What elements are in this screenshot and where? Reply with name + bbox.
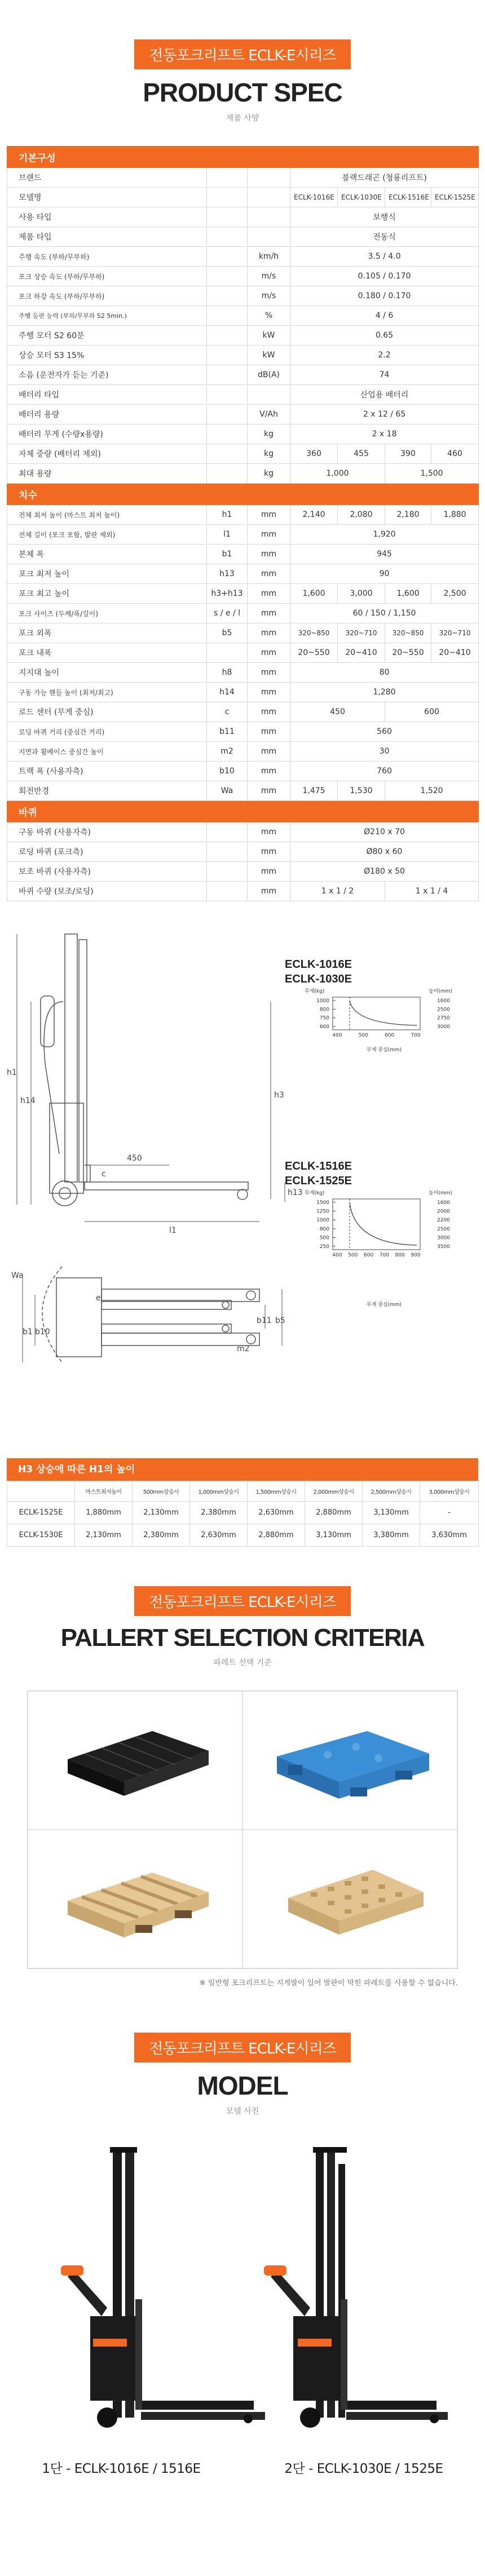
dim-label-h3: h3: [274, 1091, 284, 1100]
h3-row: ECLK-1530E 2,130mm 2,380mm 2,630mm 2,880mm 3,130mm 3,380mm 3,630mm: [7, 1524, 479, 1547]
pallet-wood: [28, 1830, 242, 1968]
table-row: 바퀴 수량 (보조/로딩) mm 1 x 1 / 2 1 x 1 / 4: [7, 882, 479, 901]
dimension-diagrams: [0, 917, 485, 1458]
caption-single-stage: 1단 - ECLK-1016E / 1516E: [42, 2462, 201, 2476]
table-row: 소음 (운전자가 듣는 기준) dB(A) 74: [7, 365, 479, 385]
dim-label-b5: b5: [275, 1316, 285, 1325]
h3-header-row: 마스트최저높이 500mm상승시 1,000mm상승시 1,500mm상승시 2,000mm상승시 2,500mm상승시 3,000mm상승시: [7, 1481, 479, 1502]
rtick-label: 1600: [437, 998, 450, 1004]
ytick-label: 600: [319, 1024, 329, 1030]
body-box: [50, 1103, 83, 1193]
table-row: 주행 속도 (부하/무부하) km/h 3.5 / 4.0: [7, 247, 479, 267]
table-row: 로딩 바퀴 (포크측) mm Ø80 x 60: [7, 842, 479, 862]
chart2-rlabel: 높이(mm): [429, 1190, 452, 1196]
xtick-label: 700: [379, 1252, 389, 1258]
load-curve: [350, 1202, 417, 1245]
stacker-2-stage: [264, 2147, 448, 2428]
top-fork-1: [102, 1289, 259, 1302]
rtick-label: 2500: [437, 1226, 450, 1232]
ytick-label: 1500: [316, 1200, 329, 1206]
table-row: 포크 상승 속도 (부하/무부하) m/s 0.105 / 0.170: [7, 267, 479, 286]
chart2-title-b: ECLK-1525E: [285, 1175, 352, 1187]
chart2-title-a: ECLK-1516E: [285, 1160, 352, 1172]
series-tag-2: 전동포크리프트 ECLK-E시리즈: [134, 1586, 351, 1616]
xtick-label: 500: [358, 1033, 368, 1038]
rtick-label: 3500: [437, 1244, 450, 1250]
dimensions-rows: [7, 505, 479, 801]
table-row: 최대 용량 kg 1,000 1,500: [7, 464, 479, 484]
top-view-drawing: [42, 1267, 259, 1362]
model-photos: [0, 2130, 485, 2491]
table-row: 배터리 타입 산업용 배터리: [7, 385, 479, 405]
table-row: 제품 타입 전동식: [7, 227, 479, 247]
series-tag: 전동포크리프트 ECLK-E시리즈: [134, 39, 351, 69]
dim-label-450: 450: [127, 1154, 142, 1163]
rtick-label: 2500: [437, 1007, 450, 1013]
ytick-label: 1000: [316, 998, 329, 1004]
table-row: 전체 최저 높이 (마스트 최저 높이) h1 mm 2,140 2,080 2,180 1,880: [7, 505, 479, 525]
dim-label-c: c: [102, 1170, 106, 1179]
rtick-label: 2200: [437, 1218, 450, 1224]
table-row: 로드 센터 (무게 중심) c mm 450 600: [7, 702, 479, 722]
table-row: 자체 중량 (배터리 제외) kg 360 455 390 460: [7, 444, 479, 464]
dim-label-wa: Wa: [11, 1271, 24, 1280]
page-subtitle: 제품 사양: [226, 114, 259, 123]
category-wheels: 바퀴: [7, 801, 479, 822]
stacker-1-stage: [61, 2147, 265, 2428]
handle-arm: [44, 1002, 63, 1154]
table-row: 주행 등판 능력 (부하/무부하 S2 5min.) % 4 / 6: [7, 306, 479, 326]
page-title: PRODUCT SPEC: [143, 78, 342, 107]
ytick-label: 800: [319, 1226, 329, 1232]
pallet-black-plastic: [28, 1691, 242, 1830]
ytick-label: 250: [319, 1244, 329, 1250]
pallet-tan-image: [243, 1830, 457, 1969]
rtick-label: 3000: [437, 1024, 450, 1030]
h3-row: ECLK-1525E 1,880mm 2,130mm 2,380mm 2,630mm 2,880mm 3,130mm -: [7, 1502, 479, 1524]
table-row: 사용 타입 보행식: [7, 207, 479, 227]
chart2-ylabel: 무게(kg): [305, 1190, 325, 1196]
pallet-wood-plastic: [242, 1830, 457, 1968]
fork-side: [85, 1182, 248, 1190]
pallet-blue-plastic: [242, 1691, 457, 1830]
spec-table-wrap: [7, 146, 478, 901]
xtick-label: 900: [411, 1252, 421, 1258]
pallet-note: ※ 일반형 포크리프트는 지게발이 있어 발판이 막힌 파레트를 사용할 수 없습니다.: [199, 1979, 458, 1988]
dim-label-e: e: [96, 1294, 101, 1303]
dim-label-m2: m2: [237, 1344, 250, 1353]
table-row: 포크 내폭 mm 20~550 20~410 20~550 20~410: [7, 643, 479, 663]
rtick-label: 2750: [437, 1015, 450, 1021]
table-row: 지지대 높이 h8 mm 80: [7, 663, 479, 683]
category-basic: 기본구성: [7, 147, 479, 168]
xtick-label: 600: [364, 1252, 374, 1258]
table-row: 전체 길이 (포크 포함, 발판 제외) l1 mm 1,920: [7, 525, 479, 545]
table-row: 포크 최저 높이 h13 mm 90: [7, 564, 479, 584]
rtick-label: 2000: [437, 1209, 450, 1215]
table-row: 보조 바퀴 (사용자측) mm Ø180 x 50: [7, 862, 479, 882]
mast-outline: [65, 934, 77, 1182]
h3-height-table-wrap: [7, 1458, 478, 1547]
pallet-title: PALLERT SELECTION CRITERIA: [60, 1624, 425, 1652]
model-section-header: [0, 1988, 485, 2117]
table-row: 포크 외폭 b5 mm 320~850 320~710 320~850 320~710: [7, 623, 479, 643]
table-row: 회전반경 Wa mm 1,475 1,530 1,520: [7, 781, 479, 801]
dim-label-b10: b10: [35, 1327, 50, 1336]
table-row: 구동 바퀴 (사용자측) mm Ø210 x 70: [7, 822, 479, 842]
model-title: MODEL: [197, 2071, 288, 2100]
rtick-label: 3000: [437, 1235, 450, 1241]
dim-label-b1: b1: [23, 1327, 33, 1336]
handle-grip: [41, 996, 54, 1047]
series-tag-3: 전동포크리프트 ECLK-E시리즈: [134, 2033, 351, 2062]
wheel-rows: [7, 822, 479, 901]
dimension-lines: [17, 934, 285, 1221]
chart1-rlabel: 높이(mm): [429, 989, 452, 994]
table-row: 포크 사이즈 (두께/폭/길이) s / e / l mm 60 / 150 / 1,150: [7, 604, 479, 623]
table-row: 트랙 폭 (사용자측) b10 mm 760: [7, 762, 479, 781]
ytick-label: 1000: [316, 1218, 329, 1224]
ytick-label: 750: [319, 1015, 329, 1021]
table-row: 배터리 용량 V/Ah 2 x 12 / 65: [7, 405, 479, 424]
pallet-grid: [27, 1690, 458, 1969]
load-wheel: [237, 1189, 248, 1200]
table-row: 로딩 바퀴 거리 (중심간 거리) b11 mm 560: [7, 722, 479, 742]
category-dimensions: 치수: [7, 484, 479, 505]
spec-table: [7, 146, 479, 901]
pallet-blue-image: [243, 1692, 457, 1830]
table-row: 브랜드 블랙드래곤 (청룡리프트): [7, 168, 479, 188]
forklift-diagram-svg: [0, 917, 485, 1458]
top-body: [56, 1278, 102, 1357]
rtick-label: 1600: [437, 1200, 450, 1206]
chart1-title-a: ECLK-1016E: [285, 958, 352, 971]
dim-label-b11: b11: [257, 1316, 272, 1325]
pallet-subtitle: 파레트 선택 기준: [213, 1658, 272, 1667]
load-chart-1: [285, 958, 452, 1053]
table-row: 배터리 무게 (수량x용량) kg 2 x 18: [7, 424, 479, 444]
caption-double-stage: 2단 - ECLK-1030E / 1525E: [284, 2462, 443, 2476]
top-fork-2: [102, 1333, 259, 1345]
table-row: 지면과 휠베이스 중심간 높이 m2 mm 30: [7, 742, 479, 762]
ytick-label: 800: [319, 1007, 329, 1013]
chart1-title-b: ECLK-1030E: [285, 973, 352, 985]
mast-rail: [79, 940, 87, 1182]
turning-arc: [42, 1267, 62, 1362]
xtick-label: 800: [395, 1252, 405, 1258]
spec-section-header: [0, 0, 485, 123]
xtick-label: 500: [348, 1252, 358, 1258]
h3-height-table: [7, 1481, 479, 1547]
chart1-ylabel: 무게(kg): [305, 989, 325, 994]
load-chart-2: [285, 1160, 452, 1308]
pallet-section-header: [0, 1547, 485, 1668]
dim-label-l1: l1: [169, 1226, 177, 1235]
dim-label-h14: h14: [20, 1096, 36, 1105]
chart1-xlabel: 무게 중심(mm): [367, 1047, 402, 1053]
xtick-label: 700: [411, 1033, 421, 1038]
dim-label-h1: h1: [7, 1068, 17, 1077]
table-row: 모델명 ECLK-1016E ECLK-1030E ECLK-1516E ECLK-1525E: [7, 188, 479, 207]
dim-label-h13: h13: [288, 1188, 303, 1197]
pallet-wood-image: [28, 1830, 242, 1969]
xtick-label: 400: [332, 1033, 342, 1038]
table-row: 상승 모터 S3 15% kW 2.2: [7, 346, 479, 365]
table-row: 구동 가능 핸들 높이 (최저/최고) h14 mm 1,280: [7, 683, 479, 702]
model-subtitle: 모델 사진: [226, 2107, 259, 2116]
h3-table-title: H3 상승에 따른 H1의 높이: [7, 1458, 478, 1481]
xtick-label: 400: [332, 1252, 342, 1258]
chart2-xlabel: 무게 중심(mm): [367, 1302, 402, 1308]
load-curve: [350, 1001, 417, 1025]
table-row: 포크 최고 높이 h3+h13 mm 1,600 3,000 1,600 2,500: [7, 584, 479, 604]
ytick-label: 500: [319, 1235, 329, 1241]
table-row: 본체 폭 b1 mm 945: [7, 545, 479, 564]
table-row: 주행 모터 S2 60분 kW 0.65: [7, 326, 479, 346]
pallet-black-image: [28, 1692, 242, 1830]
model-illustrations: [0, 2130, 485, 2457]
xtick-label: 600: [385, 1033, 395, 1038]
table-row: 포크 하강 속도 (부하/무부하) m/s 0.180 / 0.170: [7, 286, 479, 306]
ytick-label: 1250: [316, 1209, 329, 1215]
